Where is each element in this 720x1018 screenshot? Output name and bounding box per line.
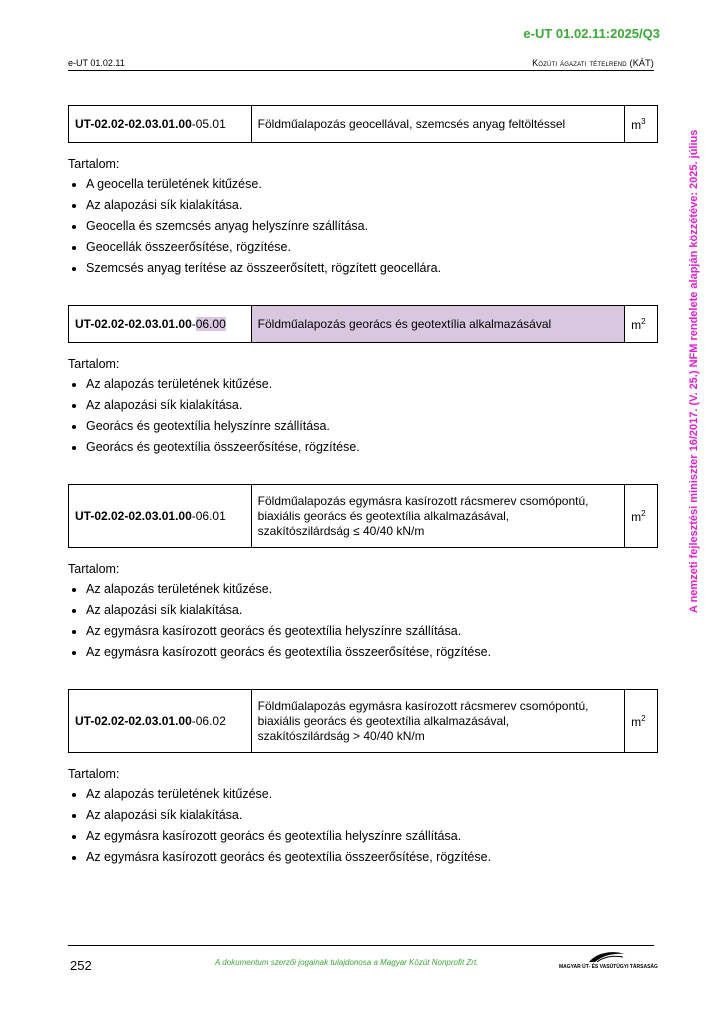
item-description: Földműalapozás georács és geotextília alkalmazásával [251, 306, 624, 343]
running-header-right: Közúti ágazati tételrend (KÁT) [532, 58, 654, 68]
list-item: • Az egymásra kasírozott georács és geotextília összeerősítése, rögzítése. [86, 645, 660, 659]
item-block [68, 105, 660, 275]
list-item: • Geocella és szemcsés anyag helyszínre szállítása. [86, 219, 660, 233]
item-code: UT-02.02-02.03.01.00-05.01 [69, 106, 252, 143]
list-item: • A geocella területének kitűzése. [86, 177, 660, 191]
content-list [68, 377, 660, 454]
content-label: Tartalom: [68, 562, 120, 576]
list-item: • Szemcsés anyag terítése az összeerősített, rögzített geocellára. [86, 261, 660, 275]
content-label: Tartalom: [68, 767, 120, 781]
list-item: • Az alapozási sík kialakítása. [86, 808, 660, 822]
content-list [68, 582, 660, 659]
content-list [68, 787, 660, 864]
item-table [68, 689, 658, 753]
list-item: • Georács és geotextília helyszínre szállítása. [86, 419, 660, 433]
list-item: • Az egymásra kasírozott georács és geotextília helyszínre szállítása. [86, 829, 660, 843]
item-unit: $m^2$ [625, 485, 658, 548]
item-description: Földműalapozás egymásra kasírozott rácsmerev csomópontú, biaxiális georács és geotextília alkalmazásával, szakítószilárdság > 40/40 kN/m [251, 690, 624, 753]
item-description: Földműalapozás egymásra kasírozott rácsmerev csomópontú, biaxiális georács és geotextília alkalmazásával, szakítószilárdság ≤ 40/40 kN/m [251, 485, 624, 548]
publication-side-note: A nemzeti fejlesztési miniszter 16/2017. (V. 25.) NFM rendelete alapján közzétéve: 2025. július [688, 129, 700, 613]
list-item: • Georács és geotextília összeerősítése, rögzítése. [86, 440, 660, 454]
running-header [68, 58, 654, 71]
list-item: • Az egymásra kasírozott georács és geotextília helyszínre szállítása. [86, 624, 660, 638]
copyright-notice: A dokumentum szerzői jogainak tulajdonosa a Magyar Közút Nonprofit Zrt. [215, 958, 479, 967]
list-item: • Az alapozás területének kitűzése. [86, 582, 660, 596]
running-header-left: e-UT 01.02.11 [68, 58, 125, 68]
list-item: • Az alapozási sík kialakítása. [86, 398, 660, 412]
society-name: MAGYAR ÚT- ÉS VASÚTÜGYI TÁRSASÁG [559, 964, 658, 970]
item-code: UT-02.02-02.03.01.00-06.02 [69, 690, 252, 753]
item-unit: $m^2$ [625, 690, 658, 753]
item-table [68, 105, 658, 143]
item-description: Földműalapozás geocellával, szemcsés anyag feltöltéssel [251, 106, 624, 143]
selected-text-highlight: 06.00 [195, 317, 226, 331]
item-block [68, 305, 660, 454]
item-unit: $m^3$ [625, 106, 658, 143]
content-list [68, 177, 660, 275]
society-logo [559, 950, 658, 970]
item-code: UT-02.02-02.03.01.00-06.01 [69, 485, 252, 548]
list-item: • Az alapozási sík kialakítása. [86, 603, 660, 617]
footer-rule [68, 945, 654, 946]
list-item: • Az alapozási sík kialakítása. [86, 198, 660, 212]
page-number: 252 [70, 958, 92, 973]
road-society-logo-icon [587, 950, 627, 964]
document-id: e-UT 01.02.11:2025/Q3 [523, 26, 660, 41]
item-table [68, 484, 658, 548]
list-item: • Geocellák összeerősítése, rögzítése. [86, 240, 660, 254]
list-item: • Az alapozás területének kitűzése. [86, 377, 660, 391]
content-label: Tartalom: [68, 157, 120, 171]
item-unit: $m^2$ [625, 306, 658, 343]
list-item: • Az alapozás területének kitűzése. [86, 787, 660, 801]
item-block [68, 484, 660, 659]
item-code: UT-02.02-02.03.01.00-06.00 [69, 306, 252, 343]
page-content [68, 105, 660, 894]
item-table [68, 305, 658, 343]
content-label: Tartalom: [68, 357, 120, 371]
list-item: • Az egymásra kasírozott georács és geotextília összeerősítése, rögzítése. [86, 850, 660, 864]
item-block [68, 689, 660, 864]
